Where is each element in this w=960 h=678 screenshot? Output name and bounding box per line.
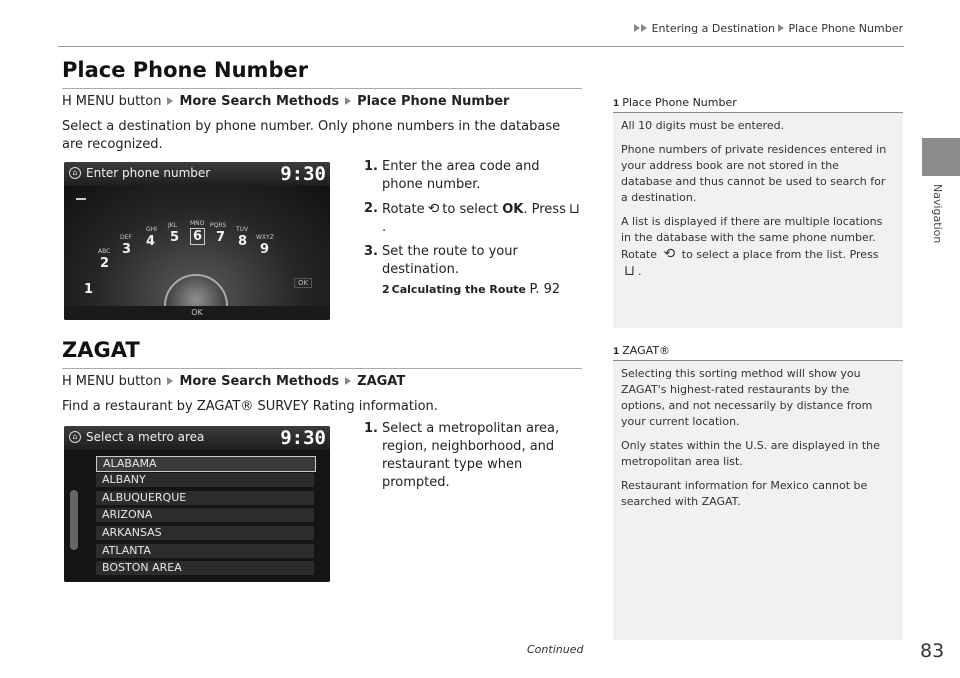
note-header (613, 96, 903, 113)
step-3 (364, 243, 584, 299)
key-8[interactable]: 8 (238, 234, 248, 249)
menu-path-item: More Search Methods (179, 94, 340, 109)
key-3[interactable]: 3 (122, 242, 132, 257)
section-tab (922, 138, 960, 176)
note-header (613, 344, 903, 361)
home-icon: ⌂ (69, 431, 81, 443)
step-number: 1. (364, 159, 378, 174)
screen-title: Enter phone number (86, 166, 211, 180)
steps-phone (364, 158, 584, 305)
arrow-icon (167, 97, 173, 105)
intro-text-zagat: Find a restaurant by ZAGAT® SURVEY Rating information. (62, 399, 438, 414)
step-text: Enter the area code and phone number. (382, 159, 540, 192)
step-text: Set the route to your destination. (382, 244, 518, 277)
step-1 (364, 158, 584, 194)
metro-area-screen (64, 426, 330, 582)
cursor (76, 198, 86, 200)
list-item[interactable]: BOSTON AREA (96, 561, 314, 575)
home-icon: H (62, 94, 72, 109)
section-title-zagat: ZAGAT (62, 338, 140, 362)
breadcrumb (634, 22, 903, 35)
screen-clock: 9:30 (280, 427, 326, 449)
list-item[interactable]: ARKANSAS (96, 526, 314, 540)
section-label-text: Navigation (931, 184, 944, 244)
menu-path-prefix: MENU button (75, 374, 162, 389)
key-5[interactable]: 5 (170, 230, 180, 245)
key-7[interactable]: 7 (216, 230, 226, 245)
key-9[interactable]: 9 (260, 242, 270, 257)
breadcrumb-item: Entering a Destination (651, 22, 775, 35)
step-2 (364, 200, 584, 237)
menu-path-zagat (62, 374, 405, 389)
arrow-icon (345, 97, 351, 105)
step-number: 2. (364, 201, 378, 216)
list-item[interactable]: ARIZONA (96, 508, 314, 522)
home-icon: ⌂ (69, 167, 81, 179)
ok-button[interactable]: OK (64, 306, 330, 320)
interface-dial-icon: ⟲ (663, 246, 676, 262)
key-letters: MNO (190, 220, 205, 227)
note-paragraph: Phone numbers of private residences entered in your address book are not stored in the database and thus cannot be used to search for a destination. (621, 143, 887, 204)
arrow-icon (345, 377, 351, 385)
note-paragraph: Restaurant information for Mexico cannot be searched with ZAGAT. (621, 479, 868, 508)
note-title: Place Phone Number (622, 96, 737, 109)
screen-title: Select a metro area (86, 430, 205, 444)
step-text: Select a metropolitan area, region, neighborhood, and restaurant type when prompted. (382, 421, 560, 490)
step-text: . Press (523, 202, 566, 217)
menu-path-item: More Search Methods (179, 374, 340, 389)
ok-small-button[interactable]: OK (294, 278, 312, 288)
list-area (64, 450, 330, 582)
note-text: A list is displayed if there are multiple locations in the database with the same phone number. Rotate (621, 215, 883, 261)
note-paragraph: Only states within the U.S. are displayed in the metropolitan area list. (621, 439, 880, 468)
menu-path-item: ZAGAT (357, 374, 406, 389)
menu-path-phone (62, 94, 509, 109)
scrollbar[interactable] (70, 490, 78, 550)
key-2[interactable]: 2 (100, 256, 110, 271)
intro-text-phone: Select a destination by phone number. Only phone numbers in the database are recognized. (62, 119, 561, 152)
list-item[interactable]: ALABAMA (96, 456, 316, 472)
page-number: 83 (920, 640, 945, 662)
note-body (621, 118, 893, 288)
key-letters: DEF (120, 234, 132, 241)
list-item[interactable]: ATLANTA (96, 544, 314, 558)
dial-pad (64, 186, 330, 320)
step-number: 3. (364, 244, 378, 259)
note-box-phone (613, 96, 903, 328)
arrow-icon (641, 24, 647, 32)
screen-clock: 9:30 (280, 163, 326, 185)
note-body (621, 366, 893, 518)
key-letters: GHI (146, 226, 157, 233)
phone-entry-screen (64, 162, 330, 320)
arrow-icon (167, 377, 173, 385)
title-divider (62, 88, 582, 89)
key-letters: PQRS (210, 222, 227, 229)
key-1[interactable]: 1 (84, 282, 94, 297)
section-label (930, 184, 950, 254)
menu-path-item: Place Phone Number (357, 94, 510, 109)
home-icon: H (62, 374, 72, 389)
key-6[interactable]: 6 (190, 228, 205, 245)
note-paragraph: Selecting this sorting method will show you ZAGAT's highest-rated restaurants by the options, and not necessarily by distance from your current location. (621, 367, 873, 428)
step-text: Rotate (382, 202, 425, 217)
continued-label: Continued (527, 643, 584, 656)
step-text-bold: OK (502, 202, 524, 217)
reference-arrow-icon: 2 (382, 283, 390, 296)
title-divider (62, 368, 582, 369)
interface-dial-icon: ⟲ (427, 201, 440, 217)
step-number: 1. (364, 421, 378, 436)
reference-text: Calculating the Route (391, 283, 526, 296)
arrow-icon (778, 24, 784, 32)
list-item[interactable]: ALBUQUERQUE (96, 491, 314, 505)
note-number: 1 (613, 347, 620, 357)
menu-path-prefix: MENU button (75, 94, 162, 109)
steps-zagat (364, 420, 584, 498)
breadcrumb-item: Place Phone Number (788, 22, 903, 35)
note-box-zagat (613, 344, 903, 640)
key-letters: WXYZ (256, 234, 274, 241)
list-item[interactable]: ALBANY (96, 473, 314, 487)
reference-page: P. 92 (529, 282, 561, 297)
key-4[interactable]: 4 (146, 234, 156, 249)
step-text: to select (442, 202, 499, 217)
note-text: . (637, 265, 642, 278)
key-letters: JKL (168, 222, 178, 229)
note-number: 1 (613, 99, 620, 109)
note-text: to select a place from the list. Press (681, 248, 879, 261)
header-divider (58, 46, 904, 47)
section-title-phone: Place Phone Number (62, 58, 309, 82)
enter-button-icon: ⊔ (624, 263, 635, 279)
note-title: ZAGAT® (622, 344, 671, 357)
key-letters: TUV (236, 226, 249, 233)
cross-reference[interactable] (382, 281, 584, 299)
enter-button-icon: ⊔ (568, 201, 580, 217)
note-paragraph (621, 214, 893, 280)
step-text: . (382, 220, 387, 235)
arrow-icon (634, 24, 640, 32)
note-paragraph: All 10 digits must be entered. (621, 119, 785, 132)
step-1 (364, 420, 584, 492)
key-letters: ABC (98, 248, 111, 255)
